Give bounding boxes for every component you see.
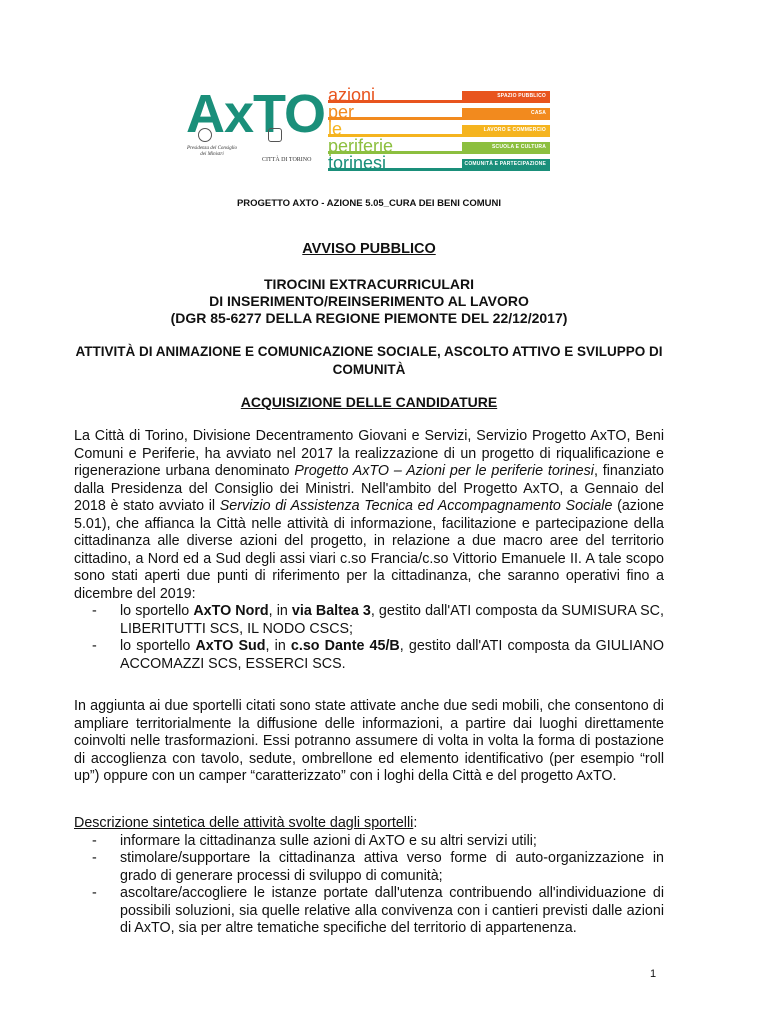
stripe-word: periferie bbox=[328, 136, 394, 156]
activities-heading: ATTIVITÀ DI ANIMAZIONE E COMUNICAZIONE SOCIALE, ASCOLTO ATTIVO E SVILUPPO DI COMUNITÀ bbox=[75, 344, 663, 377]
title-line-2: DI INSERIMENTO/REINSERIMENTO AL LAVORO bbox=[209, 293, 529, 309]
office-name: AxTO Sud bbox=[195, 638, 266, 654]
list-item: - lo sportello AxTO Sud, in c.so Dante 45/B, gestito dall'ATI composta da GIULIANO ACCOMAZZI SCS, ESSERCI SCS. bbox=[74, 638, 664, 673]
activities-description: Descrizione sintetica delle attività svolte dagli sportelli: - informare la cittadinanza sulle azioni di AxTO e su altri servizi utili; - stimolare/supportare la cittadinanza attiva verso forme di auto-organizzazione in grado di generare processi di sviluppo di comunità; - ascoltare/accogliere le istanze portate dall'utenza contribuendo all'individuazione di possibili soluzioni, sia quelle relative alla convivenza con i cantieri previsti dalle azioni di AxTO, sia per altre tematiche specifiche del territorio di appartenenza. bbox=[74, 815, 664, 938]
mobile-offices-paragraph: In aggiunta ai due sportelli citati sono state attivate anche due sedi mobili, che consentono di ampliare territorialmente la diffusione delle informazioni, a partire dai luoghi direttamente coinvolti nelle trasformazioni. Essi potranno assumere di volta in volta la forma di postazione di accoglienza con tavolo, sedute, ombrellone ed elemento identificativo (per esempio “roll up”) oppure con un camper “caratterizzato” con i loghi della Città e del progetto AxTO. bbox=[74, 698, 664, 784]
torino-coat-of-arms-icon bbox=[268, 128, 282, 142]
gov-caption: Presidenza del Consiglio dei Ministri bbox=[186, 146, 238, 157]
activities-list bbox=[74, 833, 664, 938]
list-item: - informare la cittadinanza sulle azioni di AxTO e su altri servizi utili; bbox=[74, 833, 664, 851]
project-name: Progetto AxTO – Azioni per le periferie torinesi bbox=[294, 463, 594, 479]
logo-brand: AxTO bbox=[186, 84, 326, 144]
list-item: - stimolare/supportare la cittadinanza attiva verso forme di auto-organizzazione in grado di generare processi di sviluppo di comunità; bbox=[74, 850, 664, 885]
axto-logo bbox=[184, 82, 550, 172]
stripe-word: le bbox=[328, 119, 343, 139]
notice-title: AVVISO PUBBLICO bbox=[302, 241, 436, 257]
intro-paragraph bbox=[74, 428, 664, 673]
office-name: AxTO Nord bbox=[193, 603, 269, 619]
intro-text: , finanziato dalla Presidenza del Consiglio dei Ministri. Nell'ambito del Progetto AxTO, a Gennaio del 2018 è stato avviato il bbox=[74, 463, 664, 514]
office-address: c.so Dante 45/B bbox=[290, 638, 400, 654]
logo-stripes bbox=[328, 85, 550, 176]
list-item: - ascoltare/accogliere le istanze portate dall'utenza contribuendo all'individuazione di possibili soluzioni, sia quelle relative alla convivenza con i cantieri previsti dalle azioni di AxTO, sia per altre tematiche specifiche del territorio di appartenenza. bbox=[74, 885, 664, 938]
stripe-word: torinesi bbox=[328, 153, 387, 173]
service-name: Servizio di Assistenza Tecnica ed Accompagnamento Sociale bbox=[219, 498, 613, 514]
description-heading: Descrizione sintetica delle attività svolte dagli sportelli bbox=[74, 815, 414, 831]
office-address: via Baltea 3 bbox=[291, 603, 371, 619]
stripe-word: azioni bbox=[328, 85, 376, 105]
acquisition-heading: ACQUISIZIONE DELLE CANDIDATURE bbox=[240, 394, 498, 410]
stripe-tag: COMUNITÀ E PARTECIPAZIONE bbox=[464, 161, 546, 167]
italian-republic-emblem-icon bbox=[198, 128, 212, 142]
logo-stripe bbox=[328, 153, 550, 173]
intro-text: (azione 5.01), che affianca la Città nelle attività di informazione, facilitazione e partecipazione della cittadinanza alle diverse azioni del progetto, in relazione a due macro aree del territorio cittadino, a Nord ed a Sud degli assi viari c.so Francia/c.so Vittorio Emanuele II. A tale scopo sono stati aperti due punti di riferimento per la cittadinanza, che saranno operativi fino a dicembre del 2019: bbox=[74, 498, 664, 602]
title-line-3: (DGR 85-6277 DELLA REGIONE PIEMONTE DEL 22/12/2017) bbox=[170, 310, 568, 326]
title-line-1: TIROCINI EXTRACURRICULARI bbox=[264, 276, 474, 292]
stripe-tag: CASA bbox=[531, 110, 546, 116]
stripe-tag: LAVORO E COMMERCIO bbox=[483, 127, 546, 133]
intro-text: La Città di Torino, Divisione Decentramento Giovani e Servizi, Servizio Progetto AxTO, Beni Comuni e Periferie, ha avviato nel 2017 la realizzazione di un progetto di riqualificazione e rigenerazione urbana denominato bbox=[74, 428, 664, 479]
city-caption: CITTÀ DI TORINO bbox=[262, 157, 312, 163]
logo-stripe bbox=[328, 85, 550, 105]
offices-list bbox=[74, 603, 664, 673]
stripe-tag: SCUOLA E CULTURA bbox=[491, 144, 546, 150]
stripe-word: per bbox=[328, 102, 355, 122]
logo-stripe bbox=[328, 102, 550, 122]
list-item: - lo sportello AxTO Nord, in via Baltea 3, gestito dall'ATI composta da SUMISURA SC, LIBERITUTTI SCS, IL NODO CSCS; bbox=[74, 603, 664, 638]
page-number: 1 bbox=[650, 968, 657, 980]
project-line: PROGETTO AXTO - AZIONE 5.05_CURA DEI BENI COMUNI bbox=[236, 198, 502, 209]
stripe-tag: SPAZIO PUBBLICO bbox=[497, 93, 546, 99]
